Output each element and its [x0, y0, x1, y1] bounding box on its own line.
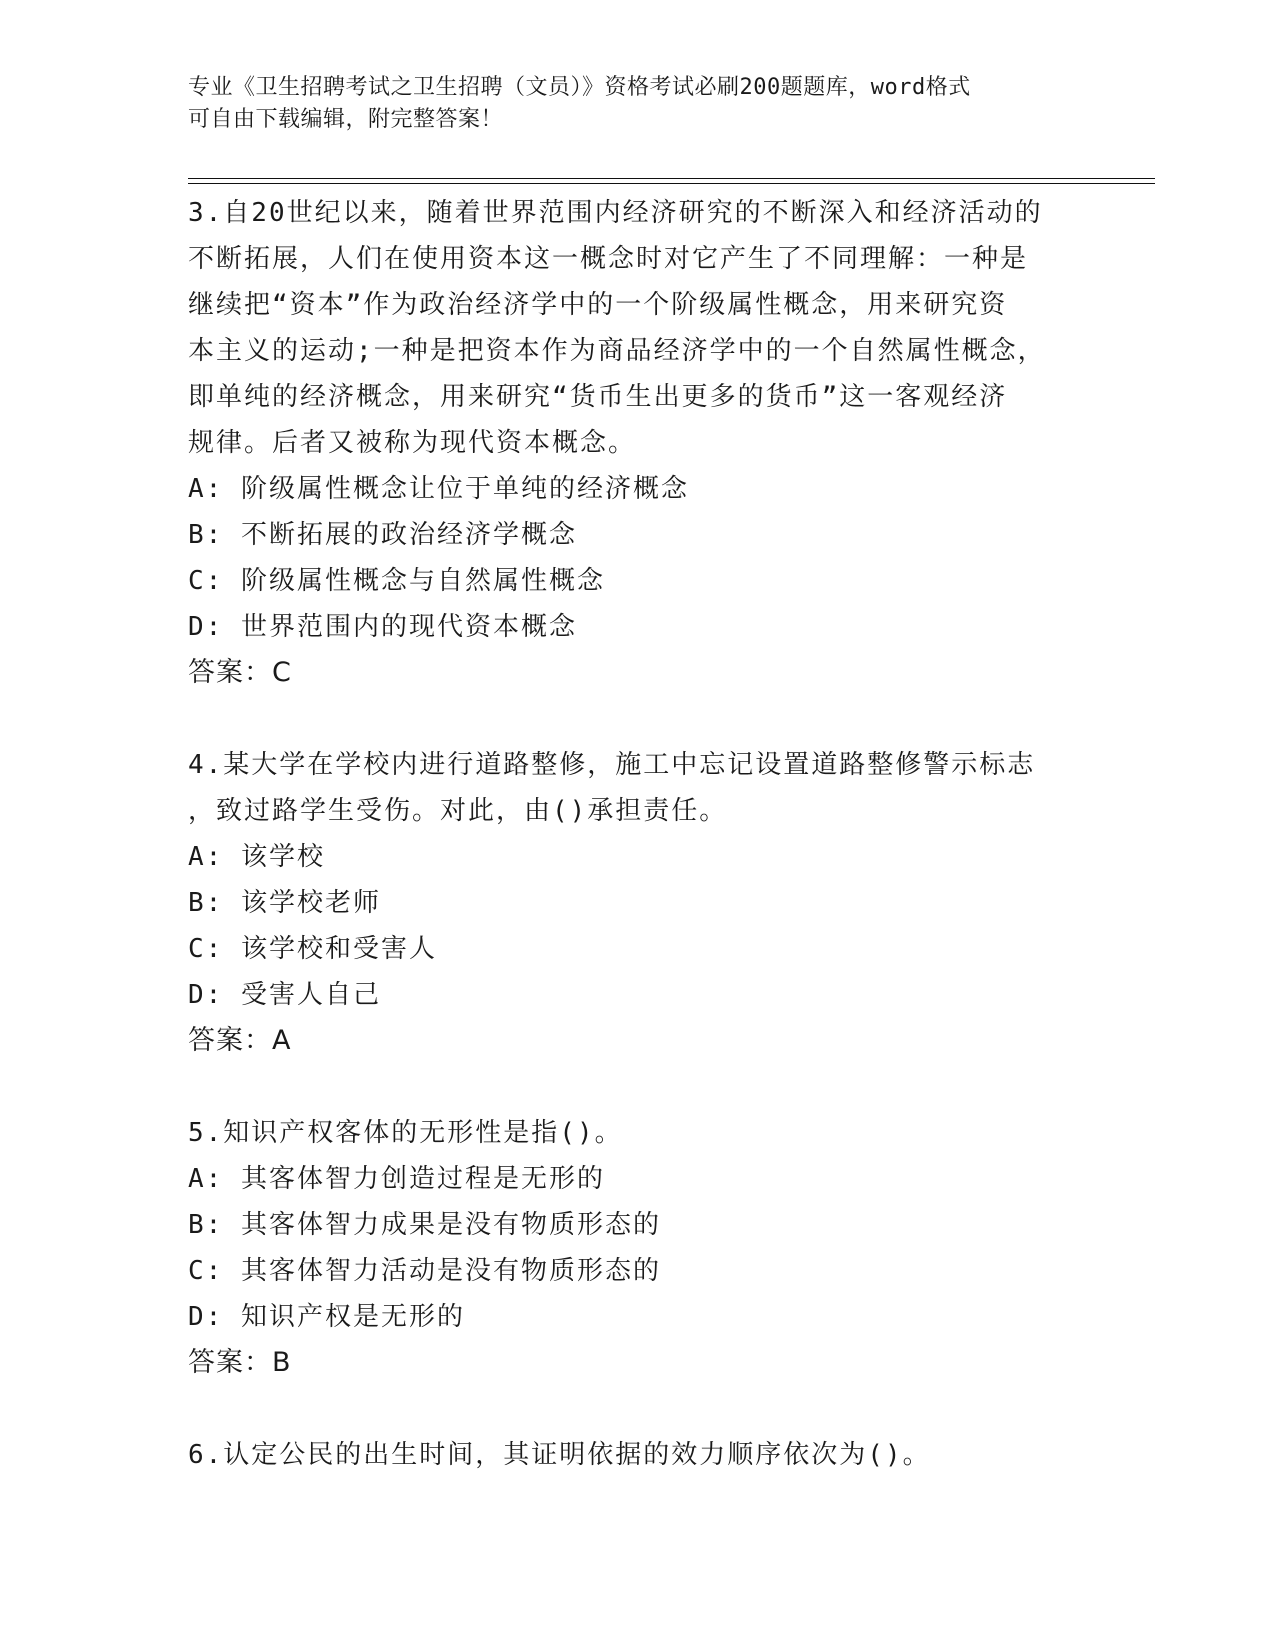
- stem-line: 6.认定公民的出生时间，其证明依据的效力顺序依次为()。: [188, 1440, 931, 1470]
- option-a: A: 该学校: [188, 842, 325, 872]
- option-d: D: 世界范围内的现代资本概念: [188, 612, 577, 642]
- question-stem: [188, 1110, 1088, 1156]
- stem-line: 不断拓展，人们在使用资本这一概念时对它产生了不同理解：一种是: [188, 244, 1029, 274]
- stem-line: 即单纯的经济概念，用来研究“货币生出更多的货币”这一客观经济: [188, 382, 1008, 412]
- option-b: B: 不断拓展的政治经济学概念: [188, 520, 577, 550]
- option-b: B: 该学校老师: [188, 888, 381, 918]
- option-c: C: 其客体智力活动是没有物质形态的: [188, 1256, 661, 1286]
- answer-label: 答案：B: [188, 1347, 292, 1378]
- question-3: [188, 190, 1088, 696]
- header-line-2: 可自由下载编辑，附完整答案！: [188, 107, 504, 132]
- question-6: [188, 1432, 1088, 1478]
- header-line-1: 专业《卫生招聘考试之卫生招聘（文员）》资格考试必刷200题题库，word格式: [188, 75, 971, 100]
- stem-line: 5.知识产权客体的无形性是指()。: [188, 1118, 623, 1148]
- option-b: B: 其客体智力成果是没有物质形态的: [188, 1210, 661, 1240]
- question-5: [188, 1110, 1088, 1386]
- stem-line: 3.自20世纪以来，随着世界范围内经济研究的不断深入和经济活动的: [188, 198, 1043, 228]
- option-d: D: 受害人自己: [188, 980, 381, 1010]
- option-a: A: 其客体智力创造过程是无形的: [188, 1164, 605, 1194]
- option-a: A: 阶级属性概念让位于单纯的经济概念: [188, 474, 689, 504]
- question-list: [188, 190, 1088, 1524]
- stem-line: 4.某大学在学校内进行道路整修，施工中忘记设置道路整修警示标志: [188, 750, 1036, 780]
- header-divider: [188, 178, 1155, 184]
- stem-line: 本主义的运动;一种是把资本作为商品经济学中的一个自然属性概念，: [188, 336, 1046, 366]
- question-stem: [188, 190, 1088, 466]
- stem-line: ，致过路学生受伤。对此，由()承担责任。: [188, 796, 728, 826]
- question-stem: [188, 742, 1088, 834]
- question-stem: [188, 1432, 1088, 1478]
- answer-label: 答案：C: [188, 657, 292, 688]
- option-c: C: 阶级属性概念与自然属性概念: [188, 566, 605, 596]
- option-c: C: 该学校和受害人: [188, 934, 437, 964]
- question-4: [188, 742, 1088, 1064]
- stem-line: 规律。后者又被称为现代资本概念。: [188, 428, 637, 458]
- option-d: D: 知识产权是无形的: [188, 1302, 465, 1332]
- document-header: [188, 72, 1088, 136]
- stem-line: 继续把“资本”作为政治经济学中的一个阶级属性概念，用来研究资: [188, 290, 1008, 320]
- answer-label: 答案：A: [188, 1025, 292, 1056]
